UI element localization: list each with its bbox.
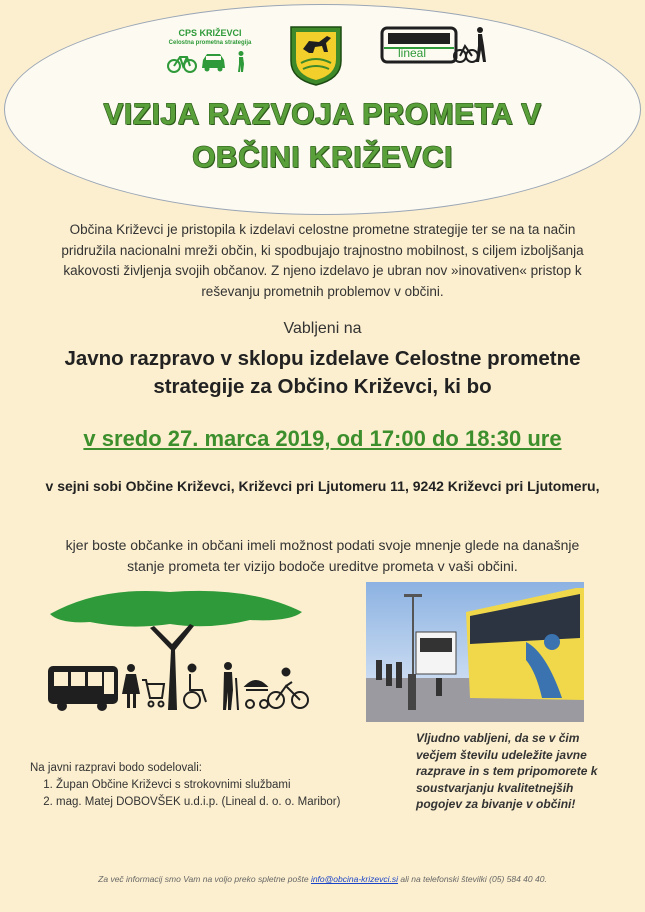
cps-logo-title: CPS KRIŽEVCI [178, 28, 242, 38]
lineal-logo-text: lineal [398, 46, 427, 60]
cyclist-icon [268, 669, 308, 709]
participants-section [30, 760, 380, 811]
wheelchair-icon [184, 665, 206, 709]
cps-transport-icons [165, 50, 255, 74]
event-location: v sejni sobi Občine Križevci, Križevci pri Ljutomeru 11, 9242 Križevci pri Ljutomeru, [45, 478, 600, 494]
pedestrian-icon [476, 27, 486, 62]
municipal-crest [289, 25, 343, 87]
page-title-line2: OBČINI KRIŽEVCI [192, 141, 453, 174]
bus-station-photo [366, 582, 584, 722]
contact-email-link[interactable]: info@obcina-krizevci.si [310, 874, 398, 884]
event-date: v sredo 27. marca 2019, od 17:00 do 18:30 ure [83, 426, 562, 451]
event-headline: Javno razpravo v sklopu izdelave Celostne prometne strategije za Občino Križevci, ki bo [64, 347, 581, 398]
participants-list [30, 777, 380, 811]
opinion-paragraph: kjer boste občanke in občani imeli možnost podati svoje mnenje glede na današnje stanje prometa ter vizijo bodoče ureditve prometa v vaši občini. [65, 537, 580, 574]
footer-text-after: ali na telefonski številki (05) 584 40 40. [397, 874, 547, 884]
bus-icon [48, 666, 118, 711]
footer [0, 874, 645, 884]
participant-item: 2. mag. Matej DOBOVŠEK u.d.i.p. (Lineal d. o. o. Maribor) [56, 794, 380, 811]
bicycle-icon [168, 57, 196, 72]
intro-paragraph: Občina Križevci je pristopila k izdelavi celostne prometne strategije ter se na ta način pridružila nacionalni mreži občin, ki spodbujajo trajnostno mobilnost, s ciljem izboljšanja kakovosti življenja svojih občanov. Z njeno izdelavo je ubran nov »inovativen« pristop k reševanju prometnih problemov v občini. [61, 222, 584, 299]
page-title-line1: VIZIJA RAZVOJA PROMETA V [103, 98, 542, 131]
participants-heading: Na javni razpravi bodo sodelovali: [30, 762, 202, 774]
participant-item: 1. Župan Občine Križevci s strokovnimi službami [56, 777, 380, 794]
cps-logo [160, 28, 260, 79]
tree-illustration [40, 590, 310, 715]
pedestrian-icon [122, 664, 140, 708]
stroller-icon [246, 681, 268, 708]
cyclist-icon [454, 46, 478, 62]
elderly-person-icon [223, 662, 238, 710]
invited-label: Vabljeni na [283, 320, 362, 337]
car-icon [202, 54, 225, 72]
shopping-cart-icon [142, 680, 164, 707]
cps-logo-subtitle: Celostna prometna strategija [168, 40, 252, 46]
lineal-logo [380, 24, 490, 66]
closing-invitation: Vljudno vabljeni, da se v čim večjem številu udeležite javne razprave in s tem pripomorete k soustvarjanju kvalitetnejših pogojev za bivanje v občini! [416, 731, 598, 811]
pedestrian-icon [238, 51, 244, 72]
footer-text-before: Za več informacij smo Vam na voljo preko spletne pošte [98, 874, 311, 884]
